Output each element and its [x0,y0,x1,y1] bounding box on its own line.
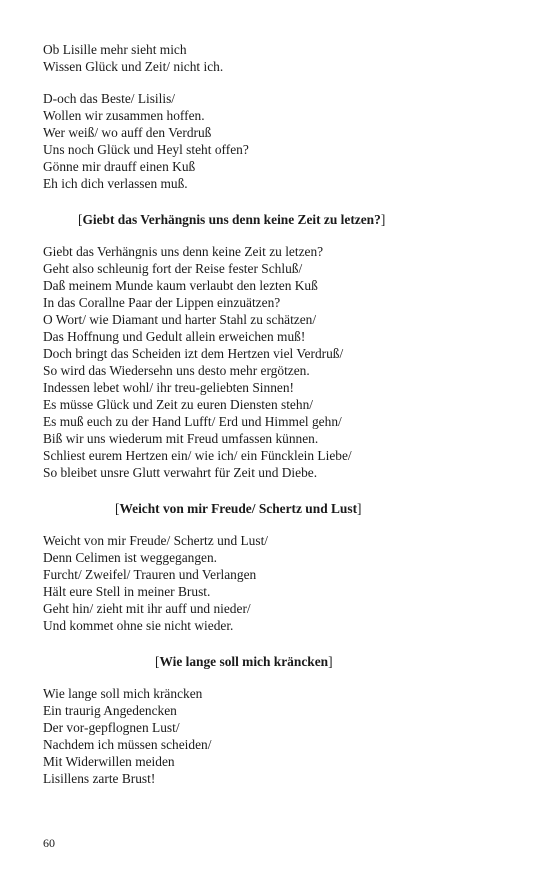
verse-line: Denn Celimen ist weggegangen. [43,550,218,565]
verse-line: Weicht von mir Freude/ Schertz und Lust/ [43,533,269,548]
verse-line: Indessen lebet wohl/ ihr treu-geliebten Sinnen! [43,380,295,395]
poem-4 [43,653,513,787]
verse-line: Der vor-gepflognen Lust/ [43,720,180,735]
verse-line: Hält eure Stell in meiner Brust. [43,584,211,599]
verse-line: Ein traurig Angedencken [43,703,177,718]
verse-line: Wissen Glück und Zeit/ nicht ich. [43,59,224,74]
poem-2-heading [43,211,513,228]
verse-line: Gönne mir drauff einen Kuß [43,159,196,174]
heading-bracket-open: [ [155,654,160,669]
verse-line: Wollen wir zusammen hoffen. [43,108,205,123]
verse-line: In das Corallne Paar der Lippen einzuätzen? [43,295,281,310]
poem-4-body [43,685,513,787]
poem-2 [43,211,513,481]
poem-3-body [43,532,513,634]
verse-line: Giebt das Verhängnis uns denn keine Zeit zu letzen? [43,244,324,259]
verse-line: Mit Widerwillen meiden [43,754,175,769]
stanza-gap [43,75,513,90]
verse-line: Furcht/ Zweifel/ Trauren und Verlangen [43,567,257,582]
heading-bracket-close: ] [357,501,362,516]
heading-text: Weicht von mir Freude/ Schertz und Lust [119,501,358,516]
verse-line: Lisillens zarte Brust! [43,771,156,786]
heading-bracket-close: ] [380,212,386,227]
heading-bracket-open: [ [78,212,83,227]
verse-line: So bleibet unsre Glutt verwahrt für Zeit und Diebe. [43,465,318,480]
verse-line: Geht hin/ zieht mit ihr auff und nieder/ [43,601,251,616]
page-number: 60 [43,836,55,850]
verse-line: O Wort/ wie Diamant und harter Stahl zu schätzen/ [43,312,317,327]
poem-4-heading [43,653,513,670]
verse-line: Ob Lisille mehr sieht mich [43,42,187,57]
heading-bracket-open: [ [115,501,120,516]
verse-line: Es muß euch zu der Hand Lufft/ Erd und Himmel gehn/ [43,414,342,429]
verse-line: Es müsse Glück und Zeit zu euren Diensten stehn/ [43,397,313,412]
verse-line: Geht also schleunig fort der Reise fester Schluß/ [43,261,303,276]
verse-line: Wie lange soll mich kräncken [43,686,203,701]
verse-line: D-och das Beste/ Lisilis/ [43,91,176,106]
poem-3 [43,500,513,634]
heading-bracket-close: ] [328,654,333,669]
page-content [43,41,513,787]
heading-text: Wie lange soll mich kräncken [159,654,329,669]
poem-3-heading [43,500,513,517]
verse-line: Biß wir uns wiederum mit Freud umfassen künnen. [43,431,319,446]
heading-text: Giebt das Verhängnis uns denn keine Zeit zu letzen? [82,212,381,227]
poem-1 [43,41,513,192]
verse-line: Nachdem ich müssen scheiden/ [43,737,212,752]
poem-1-stanza-1 [43,41,513,75]
verse-line: Eh ich dich verlassen muß. [43,176,188,191]
verse-line: Uns noch Glück und Heyl steht offen? [43,142,249,157]
poem-2-body [43,243,513,481]
verse-line: Und kommet ohne sie nicht wieder. [43,618,234,633]
verse-line: Das Hoffnung und Gedult allein erweichen muß! [43,329,306,344]
verse-line: Schliest eurem Hertzen ein/ wie ich/ ein Füncklein Liebe/ [43,448,352,463]
poem-1-stanza-2 [43,90,513,192]
verse-line: Wer weiß/ wo auff den Verdruß [43,125,212,140]
verse-line: Daß meinem Munde kaum verlaubt den lezten Kuß [43,278,318,293]
verse-line: Doch bringt das Scheiden izt dem Hertzen viel Verdruß/ [43,346,344,361]
verse-line: So wird das Wiedersehn uns desto mehr ergötzen. [43,363,310,378]
